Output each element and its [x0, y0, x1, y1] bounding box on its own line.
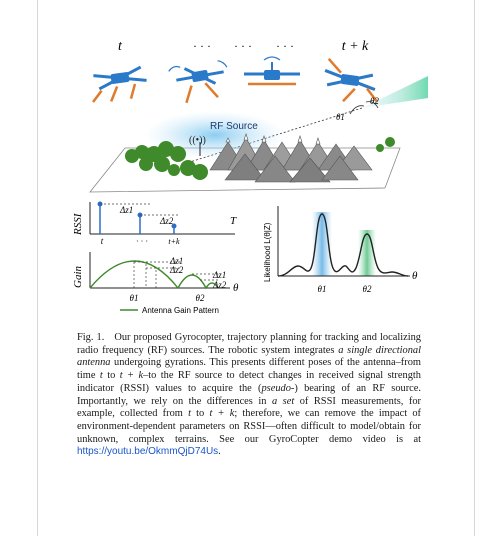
gain-theta-axis: θ: [233, 282, 239, 294]
tick-tk: t+k: [168, 237, 180, 246]
delta-z2-rssi: Δz2: [160, 216, 174, 226]
theta2-gain: θ2: [195, 293, 205, 303]
tick-ellipsis: · · ·: [136, 237, 148, 246]
likelihood-curve: [278, 214, 408, 276]
drone-1: [89, 66, 149, 104]
caption-text-5: ) bearing of an RF source. Importantly, we rely on the differences in: [77, 382, 421, 407]
caption-emphasis-3: a set: [271, 395, 295, 407]
gain-pattern-curve: [90, 261, 218, 288]
caption-time-t-1: t: [99, 370, 103, 382]
figure-caption: [77, 332, 421, 459]
legend-label: Antenna Gain Pattern: [142, 306, 219, 315]
caption-text-8: ; therefore, we can remove the impact of environment-dependent parameters on RSSI—often difficult to model/obtain for unknown, complex terrains. See our GyroCopter demo video is at: [77, 408, 421, 445]
theta2-likelihood: θ2: [362, 284, 372, 294]
caption-time-tk-1: t + k: [119, 370, 144, 382]
drone-2: [168, 58, 232, 105]
caption-text-4: –to the RF source to detect changes in received signal strength indicator (RSSI) values to acquire the (: [77, 370, 421, 394]
delta-z1-gain-right: Δz1: [213, 270, 227, 280]
tick-t: t: [100, 236, 104, 246]
rf-antenna-icon: ((•)): [189, 135, 206, 146]
caption-text-2: undergoing gyrations. This presents different poses of the antenna–from time: [77, 357, 421, 382]
caption-time-t-2: t: [188, 408, 191, 420]
caption-text-3: to: [102, 370, 120, 382]
time-end-label: t + k: [341, 39, 369, 54]
delta-z2-gain-right: Δz2: [213, 280, 227, 290]
time-axis-label: T: [230, 215, 237, 227]
likelihood-theta-axis: θ: [412, 270, 418, 282]
delta-z1-gain: Δz1: [170, 256, 184, 266]
theta1-likelihood: θ1: [317, 284, 327, 294]
figure-label: Fig. 1.: [77, 332, 105, 343]
theta2-top: θ2: [370, 96, 379, 106]
delta-z1-rssi: Δz1: [120, 205, 134, 215]
ellipsis-2: · · ·: [234, 39, 252, 53]
demo-video-link[interactable]: https://youtu.be/OkmmQjD74Us: [77, 446, 219, 458]
time-start-label: t: [118, 39, 122, 54]
caption-emphasis-2: pseudo-: [261, 382, 295, 394]
caption-text-6: of RSSI measurements, for example, collected from: [77, 395, 421, 420]
theta1-gain: θ1: [129, 293, 139, 303]
ellipsis-3: · · ·: [276, 39, 294, 53]
likelihood-axis-label: Likelihood L(θ|Z): [263, 222, 272, 282]
caption-emphasis-1: a single directional antenna: [77, 344, 421, 369]
caption-time-tk-2: t + k: [209, 408, 235, 420]
theta1-top: θ1: [336, 112, 345, 122]
rssi-axis-label: RSSI: [72, 213, 84, 235]
caption-end: .: [218, 446, 221, 458]
gain-axis-label: Gain: [72, 266, 84, 288]
delta-z2-gain: Δz2: [170, 265, 184, 275]
figure: [50, 30, 430, 320]
rf-source-label: RF Source: [210, 121, 258, 132]
ellipsis-1: · · ·: [193, 39, 211, 53]
caption-text-1: Our proposed Gyrocopter, trajectory planning for tracking and localizing radio frequency (RF) sources. The robotic system integrates: [77, 332, 421, 356]
caption-text-7: to: [190, 408, 210, 420]
drone-3: [244, 57, 300, 84]
